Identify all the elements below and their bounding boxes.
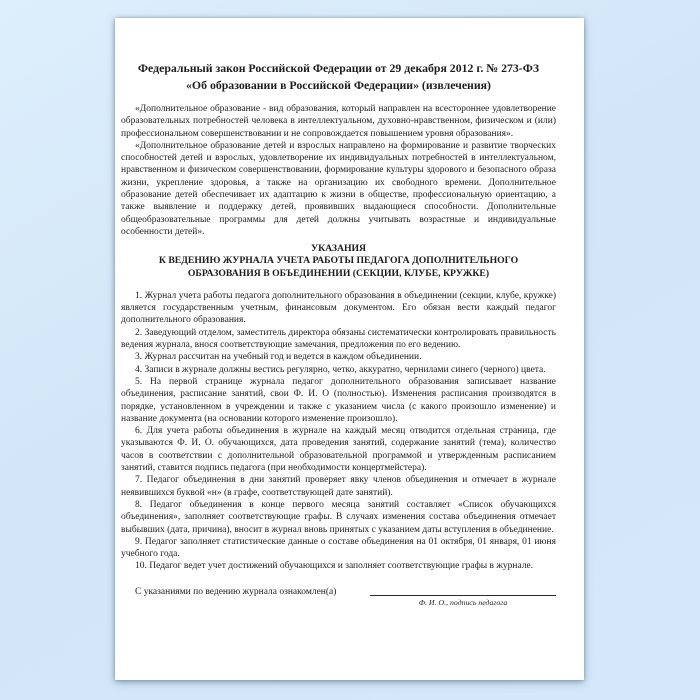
instruction-item: 5. На первой странице журнала педагог дополнительного образования записывает название объединения, расписание занятий, свои Ф. И. О (полностью). Изменения расписания производятся в порядке, установленном в учреждении и также с указанием числа (с какого произошло изменение) и название документа (на основании которого изменение произошло). <box>121 376 556 424</box>
signature-caption: Ф. И. О., подпись педагога <box>418 597 508 607</box>
instruction-list <box>121 290 556 573</box>
instruction-item: 7. Педагог объединения в дни занятий проверяет явку членов объединения и отмечает в журнале неявившихся буквой «н» (в графе, соответствующей дате занятий). <box>121 475 556 498</box>
instruction-item: 3. Журнал рассчитан на учебный год и ведется в каждом объединении. <box>135 352 422 363</box>
instruction-item: 6. Для учета работы объединения в журнале на каждый месяц отводится отдельная страница, где указываются Ф. И. О. обучающихся, дата проведения занятий, содержание занятий (тема), количество часов в соответствии с дополнительной образовательной программой и утвержденным расписанием занятий, ставится подпись педагога (при необходимости концертмейстера). <box>121 426 556 474</box>
directions-heading-line3: ОБРАЗОВАНИЯ В ОБЪЕДИНЕНИИ (СЕКЦИИ, КЛУБЕ, КРУЖКЕ) <box>187 267 490 279</box>
instruction-item: 1. Журнал учета работы педагога дополнительного образования в объединении (секции, клубе, кружке) является государственным учетным, финансовым документом. Его обязан вести каждый педагог дополнительного образования. <box>121 290 556 326</box>
instruction-item: 8. Педагог объединения в конце первого месяца занятий составляет «Список обучающихся объединения», заполняет соответствующие графы. В случаях изменения состава объединения отмечает выбывших (дата, причина), вносит в журнал вновь принятых с указанием даты вступления в объединение. <box>121 499 556 535</box>
intro-paragraph: «Дополнительное образование детей и взрослых направлено на формирование и развитие творческих способностей детей и взрослых, удовлетворение их индивидуальных потребностей в интеллектуальном, нравственном и физическом совершенствовании, формирование культуры здорового и безопасного образа жизни, укрепление здоровья, а также на организацию их свободного времени. Дополнительное образование детей обеспечивает их адаптацию к жизни в обществе, профессиональную ориентацию, а также выявление и поддержку детей, проявивших выдающиеся способности. Дополнительные общеобразовательные программы для детей должны учитывать возрастные и индивидуальные особенности детей». <box>121 140 556 237</box>
acknowledgment-row <box>121 586 556 608</box>
instruction-item: 2. Заведующий отделом, заместитель директора обязаны систематически контролировать правильность ведения журнала, внося соответствующие замечания, предложения по его ведению. <box>121 327 556 351</box>
document-content <box>121 60 556 608</box>
directions-heading-line1: УКАЗАНИЯ <box>310 243 367 255</box>
document-title <box>121 60 556 93</box>
intro-paragraph: «Дополнительное образование - вид образования, который направлен на всестороннее удовлетворение образовательных потребностей человека в интеллектуальном, духовно-нравственном, физическом и (или) профессиональном совершенствовании и не сопровождается повышением уровня образования». <box>121 104 556 139</box>
instruction-item: 9. Педагог заполняет статистические данные о составе объединения на 01 октября, 01 января, 01 июня учебного года. <box>121 536 556 560</box>
signature-line <box>370 586 556 596</box>
directions-heading-line2: К ВЕДЕНИЮ ЖУРНАЛА УЧЕТА РАБОТЫ ПЕДАГОГА ДОПОЛНИТЕЛЬНОГО <box>158 255 519 267</box>
document-title-line1: Федеральный закон Российской Федерации от 29 декабря 2012 г. № 273-ФЗ <box>137 61 540 75</box>
instruction-item: 4. Записи в журнале должны вестись регулярно, четко, аккуратно, чернилами синего (черного) цвета. <box>135 364 546 375</box>
acknowledgment-text: С указаниями по ведению журнала ознакомлен(а) <box>135 586 337 597</box>
document-page <box>115 18 584 680</box>
document-title-line2: «Об образовании в Российской Федерации» (извлечения) <box>186 77 491 92</box>
signature-block <box>370 586 556 608</box>
instruction-item: 10. Педагог ведет учет достижений обучающихся и заполняет соответствующие графы в журнале. <box>135 561 534 572</box>
directions-heading <box>121 243 556 280</box>
